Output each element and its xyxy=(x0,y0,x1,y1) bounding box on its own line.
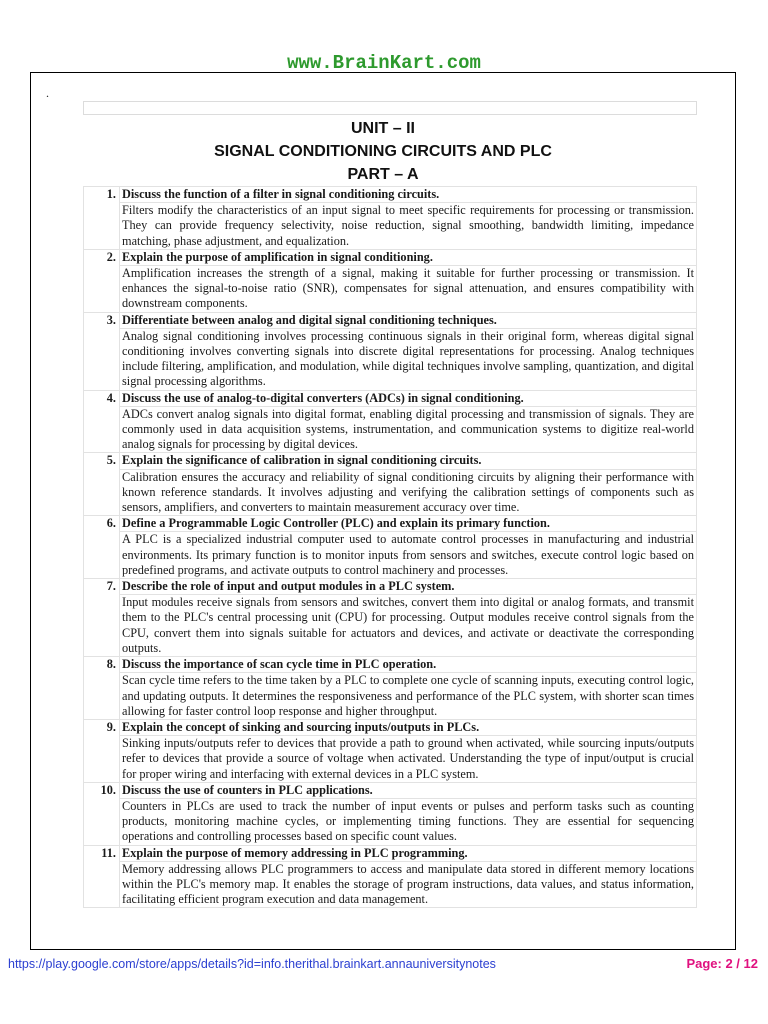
part-heading: PART – A xyxy=(347,166,419,183)
question-number: 10. xyxy=(84,782,120,845)
answer-row xyxy=(84,736,697,783)
question-text: Explain the significance of calibration in signal conditioning circuits. xyxy=(120,453,697,469)
question-text: Explain the purpose of amplification in signal conditioning. xyxy=(120,249,697,265)
question-text: Explain the concept of sinking and sourcing inputs/outputs in PLCs. xyxy=(120,719,697,735)
question-row xyxy=(84,782,697,798)
answer-text: ADCs convert analog signals into digital format, enabling digital processing and transmission of signals. They are commonly used in data acquisition systems, instrumentation, and communication systems to digitize real-world analog signals for processing by digital devices. xyxy=(120,406,697,453)
answer-row xyxy=(84,798,697,845)
answer-text: Amplification increases the strength of a signal, making it suitable for further processing or transmission. It enhances the signal-to-noise ratio (SNR), compensates for signal attenuation, and ensures compatibility with downstream components. xyxy=(120,266,697,313)
answer-text: Scan cycle time refers to the time taken by a PLC to complete one cycle of scanning inputs, executing control logic, and updating outputs. It determines the responsiveness and performance of the PLC system, with shorter scan times allowing for faster control loop response and higher throughput. xyxy=(120,673,697,720)
answer-row xyxy=(84,861,697,908)
qa-table xyxy=(83,186,697,908)
question-number: 11. xyxy=(84,845,120,908)
qa-table-body xyxy=(84,187,697,908)
answer-row xyxy=(84,469,697,516)
question-row xyxy=(84,453,697,469)
question-text: Discuss the importance of scan cycle time in PLC operation. xyxy=(120,657,697,673)
answer-text: Memory addressing allows PLC programmers to access and manipulate data stored in different memory locations within the PLC's memory map. It enables the storage of program instructions, data values, and status information, facilitating efficient program execution and data management. xyxy=(120,861,697,908)
question-number: 8. xyxy=(84,657,120,720)
question-text: Describe the role of input and output modules in a PLC system. xyxy=(120,579,697,595)
footer-link[interactable]: https://play.google.com/store/apps/details?id=info.therithal.brainkart.annauniversitynotes xyxy=(8,957,496,971)
answer-text: Calibration ensures the accuracy and reliability of signal conditioning circuits by aligning their performance with known reference standards. It involves adjusting and verifying the calibration settings of components such as sensors, amplifiers, and converters to maintain measurement accuracy over time. xyxy=(120,469,697,516)
top-strip xyxy=(83,101,697,115)
question-row xyxy=(84,516,697,532)
document-title: SIGNAL CONDITIONING CIRCUITS AND PLC xyxy=(214,143,552,160)
page-mark: . xyxy=(46,86,49,100)
question-text: Discuss the use of counters in PLC applications. xyxy=(120,782,697,798)
question-text: Differentiate between analog and digital signal conditioning techniques. xyxy=(120,312,697,328)
question-row xyxy=(84,579,697,595)
question-number: 3. xyxy=(84,312,120,390)
answer-row xyxy=(84,595,697,657)
page-number: Page: 2 / 12 xyxy=(686,956,758,971)
page-frame xyxy=(30,72,736,950)
answer-row xyxy=(84,203,697,250)
question-number: 5. xyxy=(84,453,120,516)
answer-row xyxy=(84,673,697,720)
question-text: Define a Programmable Logic Controller (PLC) and explain its primary function. xyxy=(120,516,697,532)
question-row xyxy=(84,845,697,861)
answer-text: Filters modify the characteristics of an input signal to meet specific requirements for processing or transmission. They can provide frequency selectivity, noise reduction, signal smoothing, bandwidth limiting, impedance matching, phase adjustment, and equalization. xyxy=(120,203,697,250)
unit-heading: UNIT – II xyxy=(350,120,415,137)
question-row xyxy=(84,390,697,406)
question-number: 1. xyxy=(84,187,120,250)
question-number: 2. xyxy=(84,249,120,312)
answer-row xyxy=(84,532,697,579)
site-header[interactable]: www.BrainKart.com xyxy=(287,52,481,74)
answer-row xyxy=(84,266,697,313)
question-row xyxy=(84,719,697,735)
answer-text: Sinking inputs/outputs refer to devices that provide a path to ground when activated, while sourcing inputs/outputs refer to devices that provide a source of voltage when activated. Understanding the type of input/output is crucial for proper wiring and interfacing with external devices in a PLC system. xyxy=(120,736,697,783)
question-text: Explain the purpose of memory addressing in PLC programming. xyxy=(120,845,697,861)
question-number: 7. xyxy=(84,579,120,657)
question-number: 9. xyxy=(84,719,120,782)
question-row xyxy=(84,187,697,203)
answer-text: A PLC is a specialized industrial computer used to automate control processes in manufacturing and industrial environments. Its primary function is to monitor inputs from sensors and switches, execute control logic based on predefined programs, and activate outputs to control machinery and processes. xyxy=(120,532,697,579)
answer-row xyxy=(84,406,697,453)
answer-text: Counters in PLCs are used to track the number of input events or pulses and perform tasks such as counting products, monitoring machine cycles, or implementing timing functions. They are essential for sequencing operations and controlling processes based on specific count values. xyxy=(120,798,697,845)
question-number: 4. xyxy=(84,390,120,453)
question-text: Discuss the use of analog-to-digital converters (ADCs) in signal conditioning. xyxy=(120,390,697,406)
question-row xyxy=(84,312,697,328)
question-number: 6. xyxy=(84,516,120,579)
answer-row xyxy=(84,328,697,390)
question-row xyxy=(84,657,697,673)
question-text: Discuss the function of a filter in signal conditioning circuits. xyxy=(120,187,697,203)
question-row xyxy=(84,249,697,265)
answer-text: Input modules receive signals from sensors and switches, convert them into digital or analog formats, and transmit them to the PLC's central processing unit (CPU) for processing. Output modules receive control signals from the CPU, convert them into signals suitable for actuators and devices, and activate or deactivate the corresponding outputs. xyxy=(120,595,697,657)
answer-text: Analog signal conditioning involves processing continuous signals in their original form, whereas digital signal conditioning involves converting signals into discrete digital representations for processing. Analog techniques include filtering, amplification, and modulation, while digital techniques involve sampling, quantization, and digital signal processing algorithms. xyxy=(120,328,697,390)
